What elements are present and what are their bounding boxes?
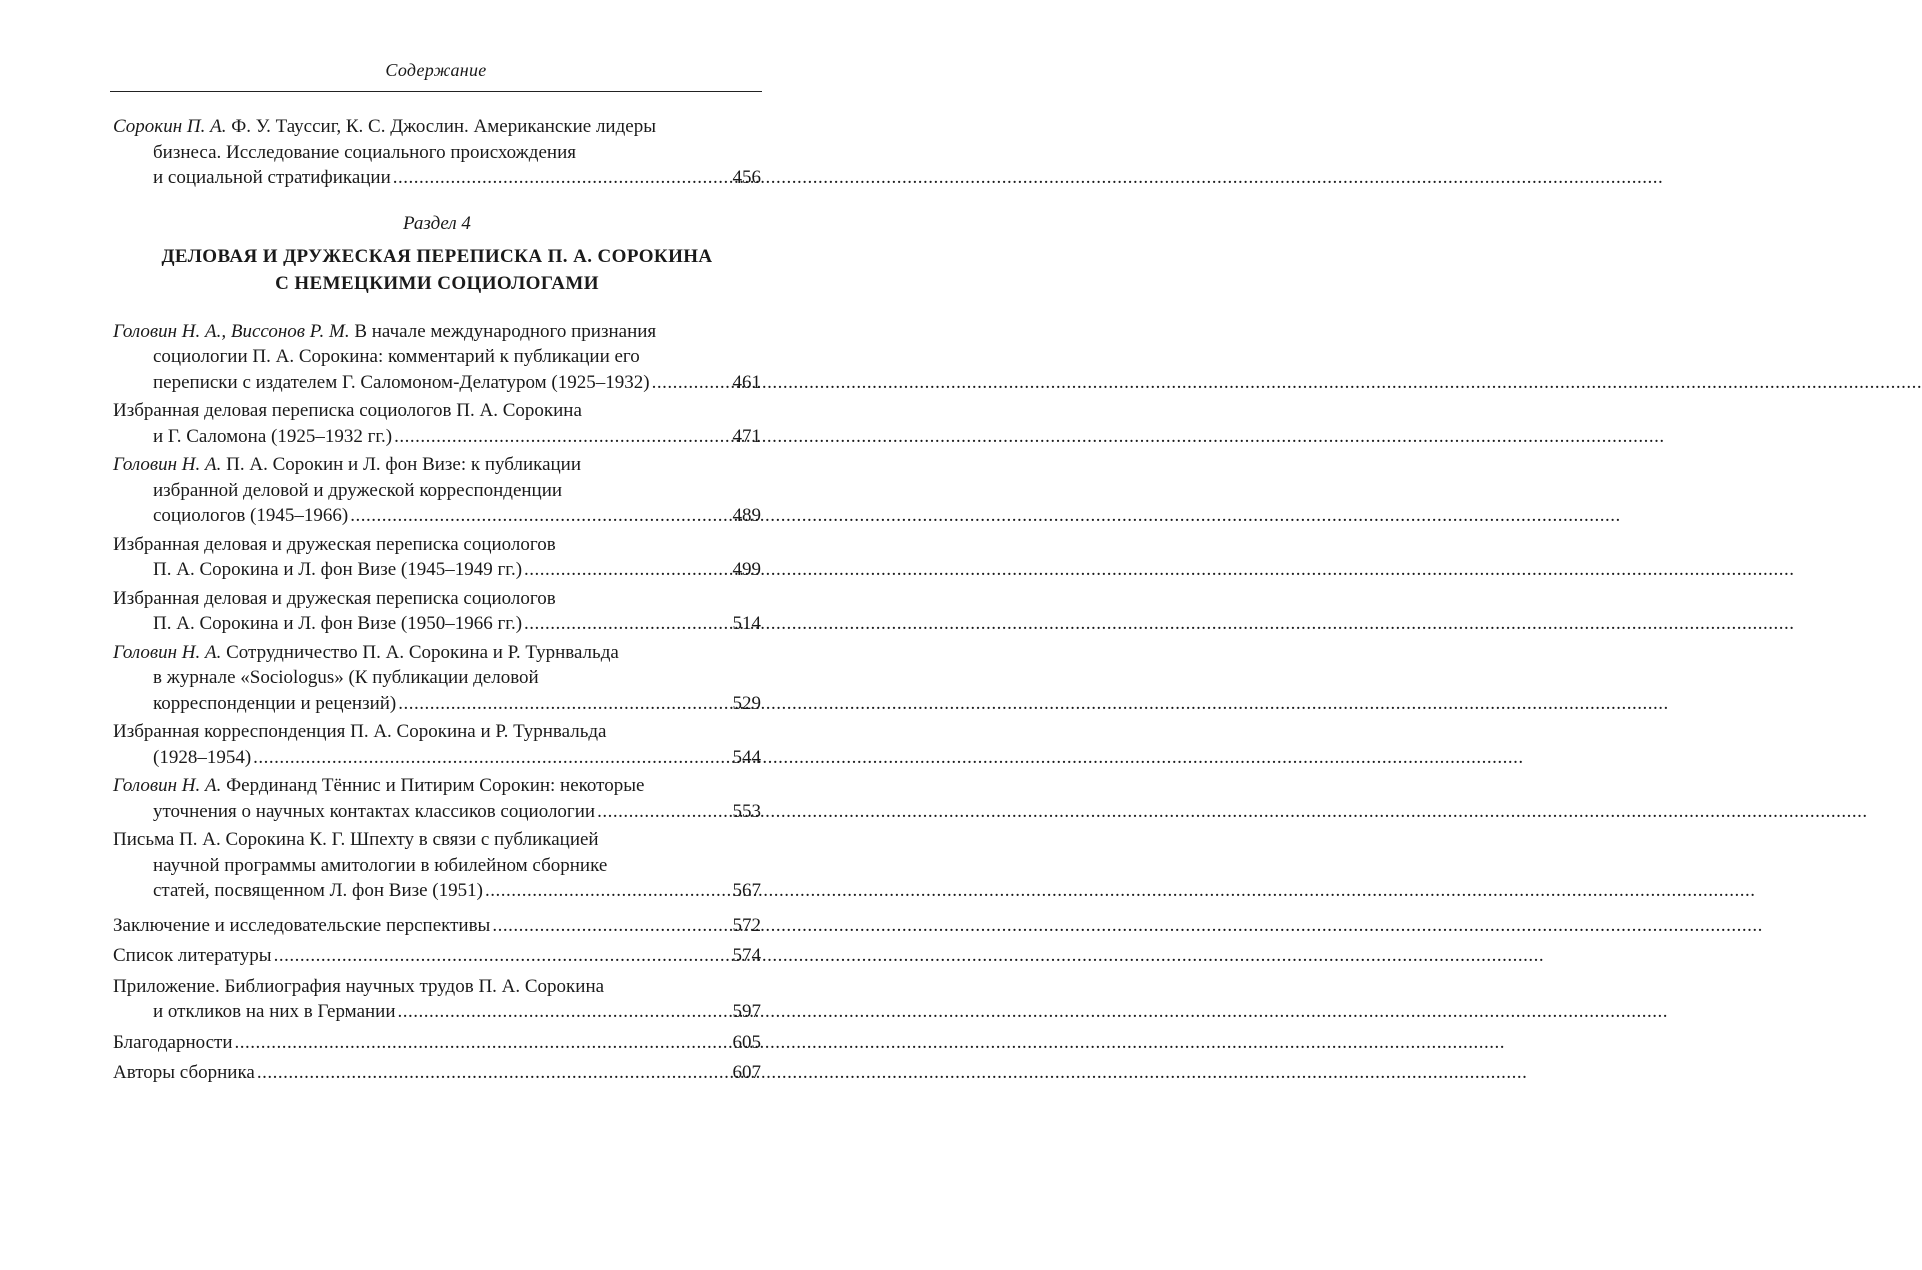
toc-entry-author: Сорокин П. А.	[113, 116, 227, 137]
toc-entry-line	[113, 140, 761, 166]
dot-leader	[235, 1030, 712, 1056]
page-number: 499	[732, 559, 761, 580]
section-title-line: С НЕМЕЦКИМИ СОЦИОЛОГАМИ	[275, 272, 599, 294]
toc-entry-title: Избранная деловая и дружеская переписка социологов	[113, 587, 556, 609]
page-number: 567	[732, 880, 761, 901]
toc-entry[interactable]	[113, 1060, 761, 1086]
toc-entry-line	[113, 878, 761, 904]
toc-entry-title: Приложение. Библиография научных трудов П. А. Сорокина	[113, 975, 605, 997]
section-label: Раздел 4	[403, 212, 471, 234]
toc-entry-title: (1928–1954)	[153, 746, 252, 768]
dot-leader	[652, 370, 711, 396]
page-number: 471	[732, 425, 761, 447]
toc-entry-line	[113, 827, 761, 853]
toc-entry-author: Головин Н. А.	[113, 775, 222, 796]
toc-entry-title: П. А. Сорокин и Л. фон Визе: к публикации	[221, 454, 582, 475]
dot-leader	[274, 943, 711, 969]
page-number: 461	[732, 371, 761, 393]
toc-entry[interactable]	[113, 114, 761, 191]
dot-leader	[524, 557, 711, 583]
toc-entry-line	[113, 611, 761, 637]
dot-leader	[257, 1060, 711, 1086]
toc-entry-title: корреспонденции и рецензий)	[153, 692, 397, 714]
toc-entry[interactable]	[113, 974, 761, 1025]
toc-entry-line	[113, 1060, 761, 1086]
toc-entry-line	[113, 853, 761, 879]
toc-entry-line	[113, 665, 761, 691]
toc-entry-title: Избранная корреспонденция П. А. Сорокина и Р. Турнвальда	[113, 721, 607, 742]
toc-entry[interactable]	[113, 532, 761, 583]
page-number: 553	[732, 800, 761, 822]
toc-entry-line	[113, 640, 761, 666]
page-number: 514	[732, 613, 761, 634]
toc-entry-title: и откликов на них в Германии	[153, 1001, 396, 1022]
toc-entry[interactable]	[113, 452, 761, 529]
toc-entry-line	[113, 557, 761, 583]
section-title	[113, 243, 761, 297]
top-entries	[113, 114, 761, 191]
toc-entry-line	[113, 478, 761, 504]
toc-entry-title: В начале международного признания	[349, 320, 657, 342]
toc-entry-author: Головин Н. А., Виссонов Р. М.	[113, 320, 350, 342]
page-number: 597	[732, 1001, 761, 1022]
header-rule	[110, 91, 762, 92]
page-number: 605	[732, 1031, 761, 1053]
toc-entry-title: и социальной стратификации	[153, 167, 391, 188]
toc-entry-title: и Г. Саломона (1925–1932 гг.)	[153, 425, 393, 447]
dot-leader	[524, 611, 711, 637]
toc-entry-title: Сотрудничество П. А. Сорокина и Р. Турнвальда	[221, 641, 619, 663]
page-number: 607	[732, 1062, 761, 1083]
toc-entry-title: уточнения о научных контактах классиков социологии	[153, 800, 596, 822]
toc-entry-line	[113, 913, 761, 939]
toc-entry-title: Письма П. А. Сорокина К. Г. Шпехту в связи с публикацией	[113, 829, 599, 850]
toc-entry-title: научной программы амитологии в юбилейном сборнике	[153, 854, 608, 876]
toc-entry[interactable]	[113, 719, 761, 770]
page-number: 544	[732, 746, 761, 768]
toc-entry-line	[113, 974, 761, 1000]
toc-entry-line	[113, 1030, 761, 1056]
tail-entries	[113, 913, 761, 1086]
running-header: Содержание	[385, 60, 487, 80]
toc-entry-title: переписки с издателем Г. Саломоном-Делатуром (1925–1932)	[153, 371, 650, 393]
toc-entry-line	[113, 503, 761, 529]
toc-entry-title: бизнеса. Исследование социального происхождения	[153, 141, 576, 163]
page-number: 529	[732, 692, 761, 714]
toc-entry-title: Избранная деловая и дружеская переписка социологов	[113, 533, 556, 555]
toc-entry[interactable]	[113, 913, 761, 939]
toc-entry[interactable]	[113, 827, 761, 904]
toc-entry-title: Авторы сборника	[113, 1062, 255, 1083]
page-number: 489	[732, 505, 761, 526]
toc-entry-title: избранной деловой и дружеской корреспонденции	[153, 479, 563, 501]
toc-entry-line	[113, 745, 761, 771]
dot-leader	[253, 745, 711, 771]
toc-entry[interactable]	[113, 586, 761, 637]
section-title-line: ДЕЛОВАЯ И ДРУЖЕСКАЯ ПЕРЕПИСКА П. А. СОРОКИНА	[161, 245, 713, 267]
toc-entry-author: Головин Н. А.	[113, 641, 222, 663]
section-heading	[113, 213, 761, 297]
toc-entry-title: социологов (1945–1966)	[153, 505, 349, 526]
toc-entry-line	[113, 114, 761, 140]
toc-entry[interactable]	[113, 640, 761, 717]
toc-entry-author: Головин Н. А.	[113, 454, 222, 475]
toc-entry-title: Благодарности	[113, 1031, 233, 1053]
toc-entry-line	[113, 943, 761, 969]
toc-entry-line	[113, 452, 761, 478]
toc-entry-line	[113, 532, 761, 558]
toc-entry-title: Фердинанд Тённис и Питирим Сорокин: некоторые	[221, 775, 645, 796]
page-number: 572	[732, 914, 761, 936]
section-entries	[113, 319, 761, 904]
toc-entry-line	[113, 999, 761, 1025]
page-number: 456	[732, 167, 761, 188]
toc-entry-line	[113, 319, 761, 345]
toc-entry-title: П. А. Сорокина и Л. фон Визе (1945–1949 гг.)	[153, 559, 523, 580]
toc-entry-title: Ф. У. Таусcиг, К. С. Джослин. Американские лидеры	[226, 116, 656, 137]
toc-entry[interactable]	[113, 398, 761, 449]
toc-entry-line	[113, 586, 761, 612]
page-number: 574	[732, 945, 761, 966]
dot-leader	[485, 878, 711, 904]
toc-entry-title: П. А. Сорокина и Л. фон Визе (1950–1966 гг.)	[153, 613, 523, 634]
dot-leader	[597, 799, 711, 825]
toc-entry[interactable]	[113, 1030, 761, 1056]
toc-entry-line	[113, 398, 761, 424]
toc-entry-title: Список литературы	[113, 945, 272, 966]
toc-entry-line	[113, 773, 761, 799]
toc-entry-line	[113, 165, 761, 191]
toc-entry-title: в журнале «Sociologus» (К публикации деловой	[153, 667, 539, 688]
toc-entry[interactable]	[113, 943, 761, 969]
dot-leader	[492, 913, 711, 939]
dot-leader	[398, 691, 711, 717]
toc-entry-title: социологии П. А. Сорокина: комментарий к публикации его	[153, 346, 640, 367]
toc-entry-line	[113, 719, 761, 745]
toc-entry-line	[113, 370, 761, 396]
toc-entry-line	[113, 799, 761, 825]
toc-entry-line	[113, 691, 761, 717]
toc-entry[interactable]	[113, 773, 761, 824]
table-of-contents	[113, 114, 761, 1086]
dot-leader	[350, 503, 711, 529]
toc-entry-title: Заключение и исследовательские перспективы	[113, 914, 491, 936]
toc-entry-line	[113, 344, 761, 370]
dot-leader	[398, 999, 711, 1025]
dot-leader	[394, 424, 711, 450]
toc-entry-title: статей, посвященном Л. фон Визе (1951)	[153, 880, 483, 901]
dot-leader	[393, 165, 711, 191]
toc-entry[interactable]	[113, 319, 761, 396]
toc-entry-title: Избранная деловая переписка социологов П. А. Сорокина	[113, 400, 582, 421]
toc-entry-line	[113, 424, 761, 450]
